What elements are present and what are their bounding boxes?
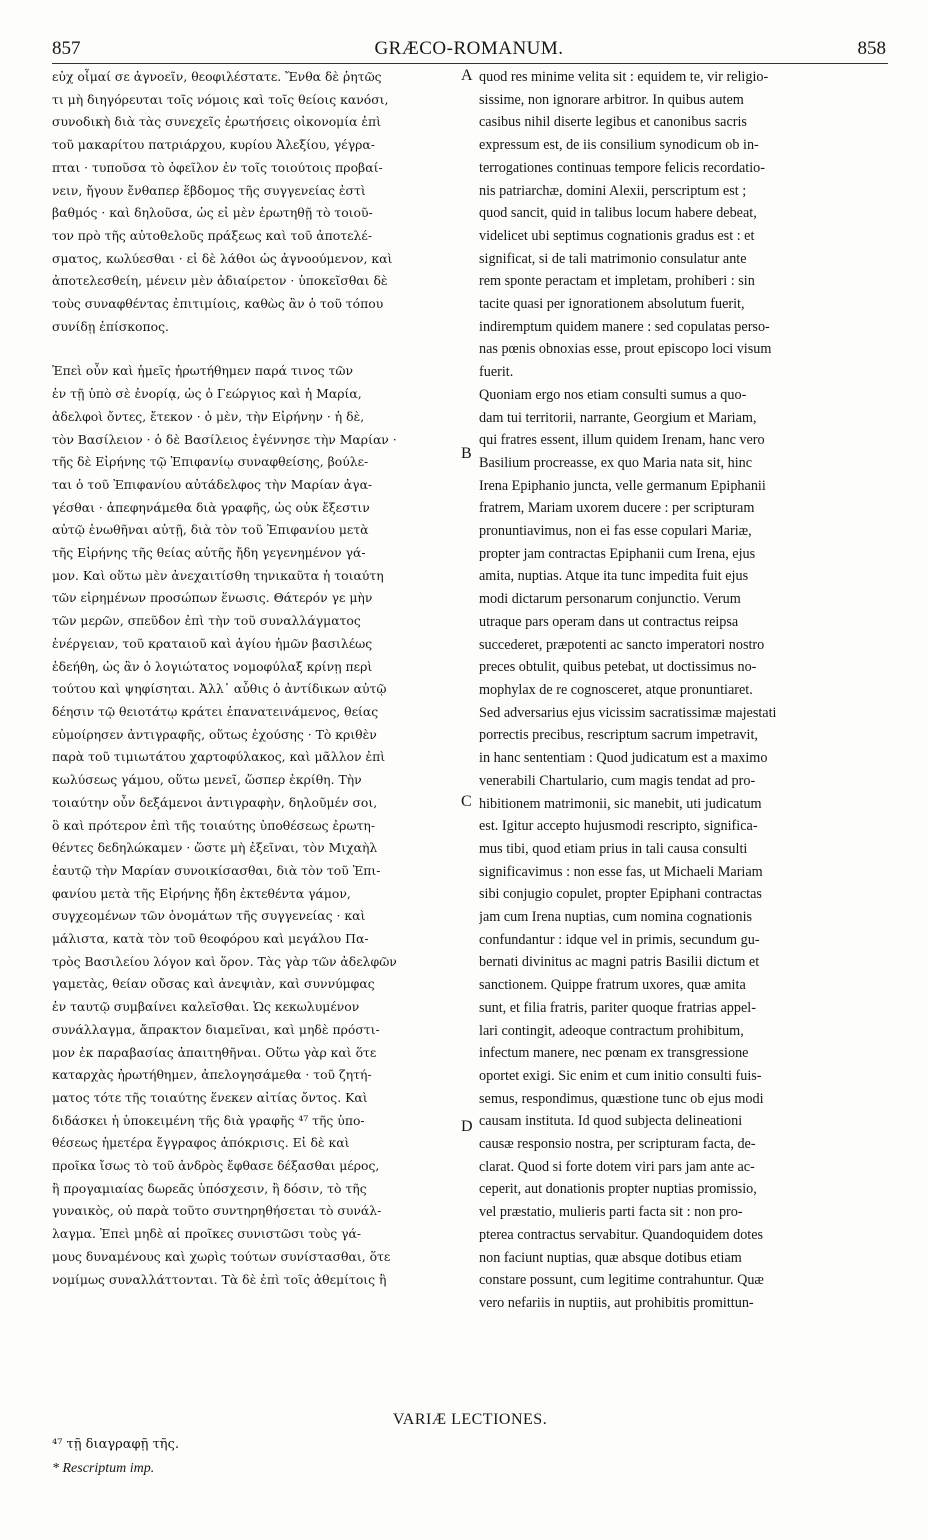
latin-text-line: nas pœnis obnoxias esse, prout episcopo loci visum bbox=[479, 341, 772, 358]
greek-text-line: τοῦ μακαρίτου πατριάρχου, κυρίου Ἀλεξίου, γέγρα- bbox=[52, 137, 375, 153]
greek-text-line: γαμετὰς, θείαν οὔσας καὶ ἀνεψιὰν, καὶ συννύμφας bbox=[52, 976, 375, 992]
latin-text-line: non faciunt nuptias, quæ absque dotibus etiam bbox=[479, 1249, 742, 1266]
greek-text-line: συνίδῃ ἐπίσκοπος. bbox=[52, 318, 169, 334]
greek-text-line: τούτου καὶ ψηφίσηται. Ἀλλ᾽ αὖθις ὁ ἀντίδικων αὐτῷ bbox=[52, 681, 387, 697]
latin-text-line: dam tui territorii, narrante, Georgium et Mariam, bbox=[479, 409, 757, 426]
latin-text-line: hibitionem matrimonii, sic manebit, uti judicatum bbox=[479, 795, 762, 812]
greek-text-line: τον πρὸ τῆς αὐτοθελοῦς πράξεως καὶ τοῦ ἀποτελέ- bbox=[52, 227, 373, 243]
latin-text-line: quod sancit, quid in talibus locum habere debeat, bbox=[479, 205, 757, 222]
latin-text-line: causam instituta. Id quod subjecta delineationi bbox=[479, 1113, 743, 1130]
greek-text-line: λαγμα. Ἐπεὶ μηδὲ αἱ προῖκες συνιστῶσι τοὺς γά- bbox=[52, 1226, 362, 1242]
greek-text-line: δέησιν τῷ θειοτάτῳ κράτει ἐπανατεινάμενος, θείας bbox=[52, 703, 379, 719]
latin-text-line: fratrem, Mariam uxorem ducere : per scripturam bbox=[479, 500, 755, 517]
latin-text-line: sanctionem. Quippe fratrum uxores, quæ amita bbox=[479, 977, 746, 994]
latin-text-line: Basilium procreasse, ex quo Maria nata sit, hinc bbox=[479, 454, 753, 471]
greek-text-line: τοιαύτην οὖν δεξάμενοι ἀντιγραφὴν, δηλοῦμέν σοι, bbox=[52, 794, 378, 810]
latin-text-line: succederet, præpotenti ac sancto imperatori nostro bbox=[479, 636, 765, 653]
greek-text-line: ἐν ταυτῷ συμβαίνει καλεῖσθαι. Ὡς κεκωλυμένον bbox=[52, 999, 360, 1015]
greek-text-line: θέντες δεδηλώκαμεν · ὥστε μὴ ἐξεῖναι, τὸν Μιχαὴλ bbox=[52, 840, 378, 856]
greek-text-line: φανίου μετὰ τῆς Εἰρήνης ἤδη ἐκτεθέντα γάμον, bbox=[52, 885, 351, 901]
latin-text-line: Sed adversarius ejus vicissim sacratissimæ majestati bbox=[479, 704, 777, 721]
greek-text-line: μάλιστα, κατὰ τὸν τοῦ θεοφόρου καὶ μεγάλου Πα- bbox=[52, 931, 369, 947]
page-number-left: 857 bbox=[52, 38, 81, 59]
latin-text-line: semus, respondimus, quæstione tunc ob ejus modi bbox=[479, 1090, 764, 1107]
latin-text-line: nis patriarchæ, domini Alexii, perscriptum est ; bbox=[479, 182, 747, 199]
latin-text-line: propter jam contractas Epiphanii cum Irena, ejus bbox=[479, 545, 756, 562]
greek-text-line: Ἐπεὶ οὖν καὶ ἡμεῖς ἠρωτήθημεν παρά τινος τῶν bbox=[52, 363, 354, 379]
latin-text-line: sibi conjugio copulet, propter Epiphani contractas bbox=[479, 886, 762, 903]
greek-text-line: μους δυναμένους καὶ χωρὶς τούτων συνίστασθαι, ὅτε bbox=[52, 1248, 391, 1264]
latin-text-line: pterea contractus servabitur. Quandoquidem dotes bbox=[479, 1226, 764, 1243]
margin-letter-d: D bbox=[461, 1118, 473, 1135]
latin-text-line: pronuntiavimus, non ei fas esse copulari Mariæ, bbox=[479, 523, 752, 540]
latin-text-line: jam cum Irena nuptias, cum nomina cognationis bbox=[479, 909, 753, 926]
greek-text-line: μον. Καὶ οὕτω μὲν ἀνεχαιτίσθη τηνικαῦτα ἡ τοιαύτη bbox=[52, 567, 384, 583]
greek-paragraph-1 bbox=[52, 66, 464, 338]
greek-text-line: ται ὁ τοῦ Ἐπιφανίου αὐτάδελφος τὴν Μαρίαν ἀγα- bbox=[52, 476, 373, 492]
latin-text-line: oportet exigi. Sic enim et cum initio consulti fuis- bbox=[479, 1067, 762, 1084]
greek-text-line: ἢ προγαμιαίας δωρεᾶς ὑπόσχεσιν, ἢ δόσιν, τὸ τῆς bbox=[52, 1180, 367, 1196]
greek-text-line: γυναικὸς, οὐ παρὰ τοῦτο συντηρηθήσεται τὸ συνάλ- bbox=[52, 1203, 382, 1219]
latin-text-line: sunt, et filia fratris, pariter quoque fratrias appel- bbox=[479, 999, 756, 1016]
greek-text-line: νομίμως συναλλάττονται. Τὰ δὲ ἐπὶ τοῖς ἀθεμίτοις ἢ bbox=[52, 1271, 387, 1287]
latin-text-line: Quoniam ergo nos etiam consulti sumus a quo- bbox=[479, 386, 747, 403]
greek-text-line: ἑαυτῷ τὴν Μαρίαν συνοικίσασθαι, διὰ τὸν τοῦ Ἐπι- bbox=[52, 862, 381, 878]
greek-text-line: τῆς δὲ Εἰρήνης τῷ Ἐπιφανίῳ συναφθείσης, βούλε- bbox=[52, 454, 369, 470]
header-rule bbox=[52, 63, 888, 64]
latin-text-line: amita, nuptias. Atque ita tunc impedita fuit ejus bbox=[479, 568, 749, 585]
greek-text-line: τι μὴ διηγόρευται τοῖς νόμοις καὶ τοῖς θείοις κανόσι, bbox=[52, 91, 389, 107]
latin-text-line: expressum est, de iis consilium synodicum ob in- bbox=[479, 137, 759, 154]
latin-text-line: tacite quasi per ignorationem absolutum fuerit, bbox=[479, 296, 745, 313]
latin-text-line: bernati divinitus ac magni patris Basilii dictum et bbox=[479, 954, 760, 971]
greek-text-line: ἀποτελεσθείη, μένειν μὲν ἀδιαίρετον · ὑποκεῖσθαι δὲ bbox=[52, 273, 388, 289]
greek-text-line: ἐνέργειαν, τοῦ κραταιοῦ καὶ ἁγίου ἡμῶν βασιλέως bbox=[52, 635, 373, 651]
page-number-right: 858 bbox=[857, 38, 886, 59]
greek-text-line: πται · τυποῦσα τὸ ὀφεῖλον ἐν τοῖς τοιούτοις προβαί- bbox=[52, 159, 383, 175]
greek-text-line: τῆς Εἰρήνης τῆς θείας αὐτῆς ἤδη γεγενημένον γά- bbox=[52, 545, 366, 561]
greek-text-line: παρὰ τοῦ τιμιωτάτου χαρτοφύλακος, καὶ μᾶλλον ἐπὶ bbox=[52, 749, 386, 765]
greek-text-line: ἐδεήθη, ὡς ἂν ὁ λογιώτατος νομοφύλαξ κρίνῃ περὶ bbox=[52, 658, 373, 674]
latin-text-line: fuerit. bbox=[479, 364, 514, 381]
greek-text-line: συνάλλαγμα, ἄπρακτον διαμεῖναι, καὶ μηδὲ πρόστι- bbox=[52, 1021, 380, 1037]
latin-text-line: utraque pars operam dans ut contractus reipsa bbox=[479, 613, 739, 630]
greek-text-line: βαθμός · καὶ δηλοῦσα, ὡς εἰ μὲν ἐρωτηθῇ τὸ τοιοῦ- bbox=[52, 205, 373, 221]
latin-text-line: vel præstatio, mulieris parti facta sit : non pro- bbox=[479, 1204, 743, 1221]
paragraph-gap bbox=[52, 338, 464, 360]
latin-text-line: sissime, non ignorare arbitror. In quibus autem bbox=[479, 91, 744, 108]
variant-reading-rescriptum: * Rescriptum imp. bbox=[52, 1461, 155, 1476]
variant-reading-47: ⁴⁷ τῇ διαγραφῇ τῆς. bbox=[52, 1437, 179, 1452]
latin-text-line: rem sponte peractam et impletam, prohiberi : sin bbox=[479, 273, 755, 290]
greek-text-line: εὐμοίρησεν ἀντιγραφῆς, οὕτως ἐχούσης · Τὸ κριθὲν bbox=[52, 726, 377, 742]
latin-text-line: indiremptum quidem manere : sed copulatas perso- bbox=[479, 318, 770, 335]
greek-text-line: μον ἐκ παραβασίας ἀπαιτηθῆναι. Οὕτω γὰρ καὶ ὅτε bbox=[52, 1044, 377, 1060]
running-title: GRÆCO-ROMANUM. bbox=[374, 38, 564, 59]
greek-text-line: σματος, κωλύεσθαι · εἰ δὲ λάθοι ὡς ἀγνοούμενον, καὶ bbox=[52, 250, 393, 266]
greek-text-line: τὸν Βασίλειον · ὁ δὲ Βασίλειος ἐγέννησε τὴν Μαρίαν · bbox=[52, 431, 397, 447]
greek-paragraph-2 bbox=[52, 360, 464, 1291]
latin-text-line: vero nefariis in nuptiis, aut prohibitis promittun- bbox=[479, 1294, 754, 1311]
latin-text-line: porrectis precibus, rescriptum sacrum impetravit, bbox=[479, 727, 758, 744]
greek-text-line: νειν, ἤγουν ἔνθαπερ ἕβδομος τῆς συγγενείας ἐστὶ bbox=[52, 182, 366, 198]
latin-text-line: mophylax de re cognosceret, atque pronuntiaret. bbox=[479, 681, 753, 698]
greek-text-line: συνοδικὴ διὰ τὰς συνεχεῖς ἐρωτήσεις οἰκονομία ἐπὶ bbox=[52, 114, 382, 130]
greek-text-line: ὃ καὶ πρότερον ἐπὶ τῆς τοιαύτης ὑποθέσεως ἐρωτη- bbox=[52, 817, 376, 833]
margin-letter-b: B bbox=[461, 445, 472, 462]
latin-text-line: modi dictarum personarum conjunctio. Verum bbox=[479, 591, 741, 608]
greek-text-line: κωλύσεως γάμου, οὕτω μενεῖ, ὥσπερ ἐκρίθη. Τὴν bbox=[52, 772, 362, 788]
greek-text-line: γέσθαι · ἀπεφηνάμεθα διὰ γραφῆς, ὡς οὐκ ἔξεστιν bbox=[52, 499, 370, 515]
latin-text-line: preces obtulit, quibus petebat, ut doctissimus no- bbox=[479, 659, 757, 676]
greek-text-line: ματος τότε τῆς τοιαύτης ἕνεκεν αἰτίας ὄντος. Καὶ bbox=[52, 1089, 368, 1105]
margin-letter-c: C bbox=[461, 793, 472, 810]
latin-text-line: significavimus : non esse fas, ut Michaeli Mariam bbox=[479, 863, 763, 880]
greek-text-line: τοὺς συναφθέντας ἐπιτιμίοις, καθὼς ἂν ὁ τοῦ τόπου bbox=[52, 296, 384, 312]
greek-text-line: ἀδελφοὶ ὄντες, ἔτεκον · ὁ μὲν, τὴν Εἰρήνην · ἡ δὲ, bbox=[52, 408, 365, 424]
greek-text-line: καταρχὰς ἠρωτήθημεν, ἀπελογησάμεθα · τοῦ ζητή- bbox=[52, 1067, 372, 1083]
greek-text-line: ἐν τῇ ὑπὸ σὲ ἐνορίᾳ, ὡς ὁ Γεώργιος καὶ ἡ Μαρία, bbox=[52, 386, 362, 402]
greek-text-line: συγχεομένων τῶν ὀνομάτων τῆς συγγενείας · καὶ bbox=[52, 908, 366, 924]
greek-text-line: αὐτῷ ἑνωθῆναι αὐτῇ, διὰ τὸν τοῦ Ἐπιφανίου μετὰ bbox=[52, 522, 369, 538]
latin-text-line: quod res minime velita sit : equidem te, vir religio- bbox=[479, 69, 769, 85]
variae-lectiones-title: VARIÆ LECTIONES. bbox=[392, 1411, 548, 1428]
latin-text-line: clarat. Quod si forte dotem viri pars jam ante ac- bbox=[479, 1158, 755, 1175]
greek-text-line: εὐχ οἶμαί σε ἀγνοεῖν, θεοφιλέστατε. Ἔνθα δὲ ῥητῶς bbox=[52, 69, 382, 84]
latin-text-line: causæ responsio nostra, per scripturam facta, de- bbox=[479, 1136, 756, 1153]
latin-text-line: casibus nihil diserte legibus et canonibus sacris bbox=[479, 114, 747, 131]
greek-column bbox=[52, 66, 464, 1291]
latin-text-line: qui fratres essent, illum quidem Irenam, hanc vero bbox=[479, 432, 765, 449]
greek-text-line: διδάσκει ἡ ὑποκειμένη τῆς διὰ γραφῆς ⁴⁷ τῆς ὑπο- bbox=[52, 1112, 365, 1128]
latin-text-line: terrogationes continuas tempore felicis recordatio- bbox=[479, 159, 766, 176]
latin-text-line: in hanc sententiam : Quod judicatum est a maximo bbox=[479, 750, 768, 767]
latin-text-line: Irena Epiphanio juncta, velle germanum Epiphanii bbox=[479, 477, 766, 494]
latin-text-line: infectum manere, nec pœnam ex transgressione bbox=[479, 1045, 749, 1062]
latin-text-line: lari contingit, adeoque contractum prohibitum, bbox=[479, 1022, 744, 1039]
latin-column bbox=[479, 66, 889, 1315]
greek-text-line: θέσεως ἡμετέρα ἔγγραφος ἀπόκρισις. Εἰ δὲ καὶ bbox=[52, 1135, 350, 1151]
latin-text-line: videlicet ubi septimus cognationis gradus est : et bbox=[479, 227, 755, 244]
greek-text-line: τῶν μερῶν, σπεῦδον ἐπὶ τὴν τοῦ συναλλάγματος bbox=[52, 613, 361, 629]
latin-text-line: est. Igitur accepto hujusmodi rescripto, significa- bbox=[479, 818, 758, 835]
latin-text-line: significat, si de tali matrimonio consulatur ante bbox=[479, 250, 747, 267]
latin-text-line: ceperit, aut donationis propter nuptias promissio, bbox=[479, 1181, 757, 1198]
greek-text-line: τρὸς Βασιλείου λόγον καὶ ὅρον. Τὰς γὰρ τῶν ἀδελφῶν bbox=[52, 953, 397, 969]
margin-letter-a: A bbox=[461, 67, 473, 84]
page-header bbox=[52, 38, 886, 62]
latin-text-line: constare possunt, cum legitime contrahuntur. Quæ bbox=[479, 1272, 764, 1289]
latin-text-line: mus tibi, quod etiam prius in tali causa consulti bbox=[479, 840, 748, 857]
latin-text-line: venerabili Chartulario, cum magis tendat ad pro- bbox=[479, 772, 756, 789]
greek-text-line: τῶν εἰρημένων προσώπων ἕνωσις. Θάτερόν γε μὴν bbox=[52, 590, 373, 606]
latin-text-line: confundantur : idque vel in primis, secundum gu- bbox=[479, 931, 760, 948]
greek-text-line: προῖκα ἴσως τὸ τοῦ ἀνδρὸς ἔφθασε δέξασθαι μέρος, bbox=[52, 1158, 380, 1174]
